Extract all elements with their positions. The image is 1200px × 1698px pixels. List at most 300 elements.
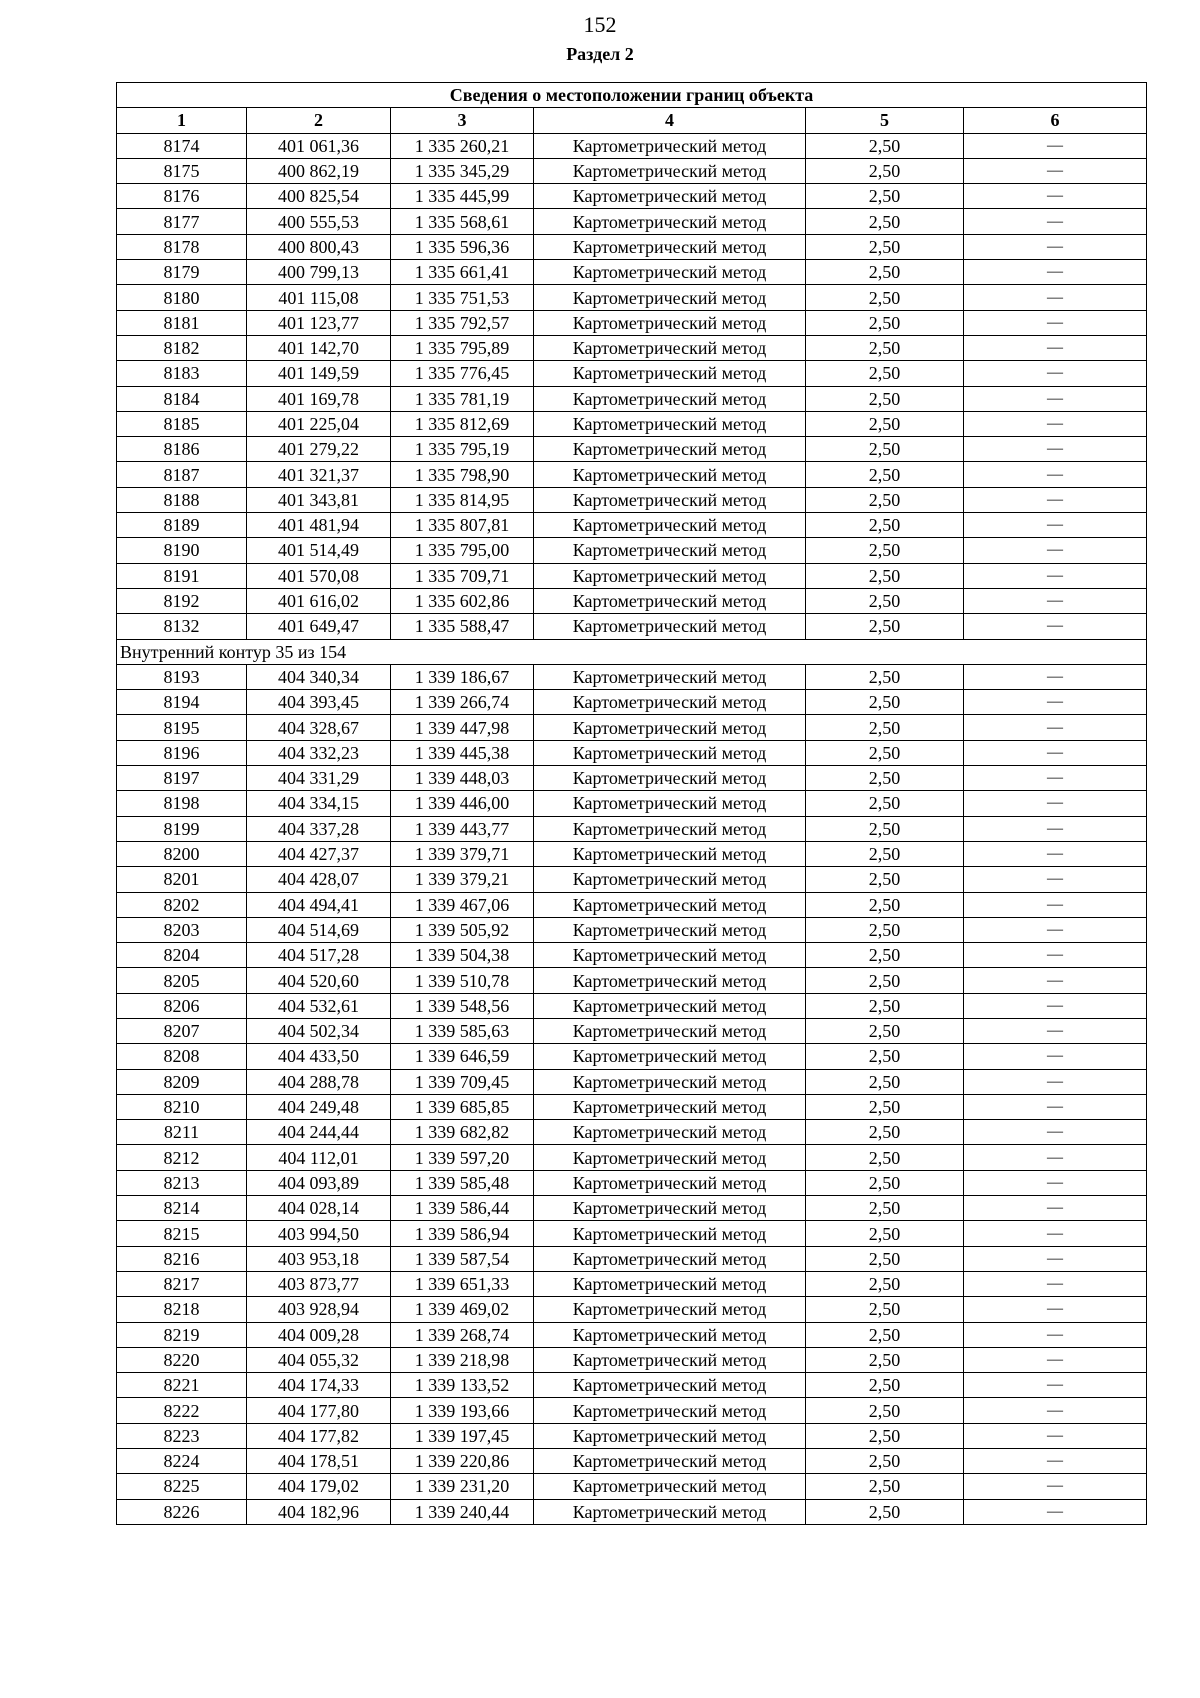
note-cell: — <box>964 462 1147 487</box>
coord-y-cell: 1 339 268,74 <box>391 1322 534 1347</box>
coord-y-cell: 1 335 814,95 <box>391 487 534 512</box>
table-row <box>117 614 1147 639</box>
point-number-cell: 8181 <box>117 310 247 335</box>
coord-x-cell: 404 249,48 <box>247 1094 391 1119</box>
method-cell: Картометрический метод <box>534 1094 806 1119</box>
note-cell: — <box>964 1398 1147 1423</box>
method-cell: Картометрический метод <box>534 260 806 285</box>
point-number-cell: 8177 <box>117 209 247 234</box>
coord-y-cell: 1 339 587,54 <box>391 1246 534 1271</box>
point-number-cell: 8225 <box>117 1474 247 1499</box>
coord-x-cell: 404 502,34 <box>247 1018 391 1043</box>
table-row <box>117 715 1147 740</box>
coord-x-cell: 401 570,08 <box>247 563 391 588</box>
point-number-cell: 8196 <box>117 740 247 765</box>
coord-y-cell: 1 339 443,77 <box>391 816 534 841</box>
coord-y-cell: 1 335 661,41 <box>391 260 534 285</box>
note-cell: — <box>964 1018 1147 1043</box>
note-cell: — <box>964 1271 1147 1296</box>
method-cell: Картометрический метод <box>534 487 806 512</box>
note-cell: — <box>964 1322 1147 1347</box>
table-row <box>117 335 1147 360</box>
coord-x-cell: 404 520,60 <box>247 968 391 993</box>
table-row <box>117 1246 1147 1271</box>
accuracy-cell: 2,50 <box>806 1221 964 1246</box>
method-cell: Картометрический метод <box>534 690 806 715</box>
table-row <box>117 411 1147 436</box>
accuracy-cell: 2,50 <box>806 1398 964 1423</box>
table-row <box>117 1499 1147 1524</box>
method-cell: Картометрический метод <box>534 1271 806 1296</box>
table-row <box>117 462 1147 487</box>
note-cell: — <box>964 993 1147 1018</box>
coord-y-cell: 1 339 218,98 <box>391 1347 534 1372</box>
method-cell: Картометрический метод <box>534 1246 806 1271</box>
method-cell: Картометрический метод <box>534 614 806 639</box>
coord-x-cell: 404 331,29 <box>247 766 391 791</box>
point-number-cell: 8179 <box>117 260 247 285</box>
note-cell: — <box>964 234 1147 259</box>
method-cell: Картометрический метод <box>534 361 806 386</box>
note-cell: — <box>964 209 1147 234</box>
method-cell: Картометрический метод <box>534 310 806 335</box>
note-cell: — <box>964 1474 1147 1499</box>
table-row <box>117 361 1147 386</box>
method-cell: Картометрический метод <box>534 1044 806 1069</box>
accuracy-cell: 2,50 <box>806 1018 964 1043</box>
coord-y-cell: 1 339 597,20 <box>391 1145 534 1170</box>
coord-y-cell: 1 335 798,90 <box>391 462 534 487</box>
accuracy-cell: 2,50 <box>806 690 964 715</box>
accuracy-cell: 2,50 <box>806 943 964 968</box>
note-cell: — <box>964 1347 1147 1372</box>
point-number-cell: 8220 <box>117 1347 247 1372</box>
note-cell: — <box>964 563 1147 588</box>
table-row <box>117 1044 1147 1069</box>
accuracy-cell: 2,50 <box>806 513 964 538</box>
table-row <box>117 1018 1147 1043</box>
method-cell: Картометрический метод <box>534 1347 806 1372</box>
note-cell: — <box>964 1196 1147 1221</box>
coord-y-cell: 1 339 379,71 <box>391 841 534 866</box>
method-cell: Картометрический метод <box>534 1474 806 1499</box>
note-cell: — <box>964 513 1147 538</box>
accuracy-cell: 2,50 <box>806 1499 964 1524</box>
column-header: 6 <box>964 108 1147 133</box>
point-number-cell: 8188 <box>117 487 247 512</box>
table-row <box>117 841 1147 866</box>
method-cell: Картометрический метод <box>534 563 806 588</box>
point-number-cell: 8226 <box>117 1499 247 1524</box>
table-row <box>117 943 1147 968</box>
method-cell: Картометрический метод <box>534 1069 806 1094</box>
note-cell: — <box>964 260 1147 285</box>
accuracy-cell: 2,50 <box>806 1170 964 1195</box>
coord-y-cell: 1 335 260,21 <box>391 133 534 158</box>
table-row <box>117 1221 1147 1246</box>
table-row <box>117 664 1147 689</box>
table-row <box>117 740 1147 765</box>
accuracy-cell: 2,50 <box>806 1347 964 1372</box>
coord-y-cell: 1 339 510,78 <box>391 968 534 993</box>
method-cell: Картометрический метод <box>534 437 806 462</box>
coord-x-cell: 400 555,53 <box>247 209 391 234</box>
coord-x-cell: 401 115,08 <box>247 285 391 310</box>
coord-y-cell: 1 335 795,89 <box>391 335 534 360</box>
coord-y-cell: 1 339 709,45 <box>391 1069 534 1094</box>
method-cell: Картометрический метод <box>534 766 806 791</box>
table-row <box>117 867 1147 892</box>
coord-x-cell: 404 328,67 <box>247 715 391 740</box>
coord-x-cell: 404 055,32 <box>247 1347 391 1372</box>
point-number-cell: 8219 <box>117 1322 247 1347</box>
coord-y-cell: 1 335 781,19 <box>391 386 534 411</box>
coord-y-cell: 1 339 505,92 <box>391 917 534 942</box>
accuracy-cell: 2,50 <box>806 158 964 183</box>
accuracy-cell: 2,50 <box>806 487 964 512</box>
coord-x-cell: 404 393,45 <box>247 690 391 715</box>
coord-x-cell: 404 028,14 <box>247 1196 391 1221</box>
method-cell: Картометрический метод <box>534 1145 806 1170</box>
accuracy-cell: 2,50 <box>806 1145 964 1170</box>
method-cell: Картометрический метод <box>534 386 806 411</box>
table-row <box>117 386 1147 411</box>
note-cell: — <box>964 715 1147 740</box>
accuracy-cell: 2,50 <box>806 1373 964 1398</box>
method-cell: Картометрический метод <box>534 335 806 360</box>
coord-x-cell: 404 182,96 <box>247 1499 391 1524</box>
note-cell: — <box>964 437 1147 462</box>
table-row <box>117 133 1147 158</box>
coord-x-cell: 400 799,13 <box>247 260 391 285</box>
coord-y-cell: 1 339 197,45 <box>391 1423 534 1448</box>
coord-x-cell: 404 288,78 <box>247 1069 391 1094</box>
table-row <box>117 487 1147 512</box>
method-cell: Картометрический метод <box>534 1120 806 1145</box>
coord-y-cell: 1 335 345,29 <box>391 158 534 183</box>
note-cell: — <box>964 791 1147 816</box>
table-row <box>117 1297 1147 1322</box>
table-row <box>117 1449 1147 1474</box>
coord-y-cell: 1 339 548,56 <box>391 993 534 1018</box>
table-row <box>117 993 1147 1018</box>
coord-y-cell: 1 335 751,53 <box>391 285 534 310</box>
note-cell: — <box>964 740 1147 765</box>
note-cell: — <box>964 1423 1147 1448</box>
point-number-cell: 8217 <box>117 1271 247 1296</box>
boundary-table <box>116 82 1147 1525</box>
accuracy-cell: 2,50 <box>806 234 964 259</box>
note-cell: — <box>964 1449 1147 1474</box>
note-cell: — <box>964 588 1147 613</box>
accuracy-cell: 2,50 <box>806 968 964 993</box>
table-row <box>117 260 1147 285</box>
note-cell: — <box>964 1297 1147 1322</box>
point-number-cell: 8203 <box>117 917 247 942</box>
point-number-cell: 8212 <box>117 1145 247 1170</box>
coord-y-cell: 1 339 586,94 <box>391 1221 534 1246</box>
coord-y-cell: 1 335 807,81 <box>391 513 534 538</box>
note-cell: — <box>964 614 1147 639</box>
note-cell: — <box>964 411 1147 436</box>
point-number-cell: 8200 <box>117 841 247 866</box>
coord-x-cell: 400 800,43 <box>247 234 391 259</box>
column-header: 4 <box>534 108 806 133</box>
coord-x-cell: 404 340,34 <box>247 664 391 689</box>
method-cell: Картометрический метод <box>534 816 806 841</box>
point-number-cell: 8174 <box>117 133 247 158</box>
accuracy-cell: 2,50 <box>806 1449 964 1474</box>
table-row <box>117 766 1147 791</box>
coord-x-cell: 401 123,77 <box>247 310 391 335</box>
accuracy-cell: 2,50 <box>806 816 964 841</box>
coord-x-cell: 404 427,37 <box>247 841 391 866</box>
note-cell: — <box>964 1373 1147 1398</box>
coord-x-cell: 404 009,28 <box>247 1322 391 1347</box>
note-cell: — <box>964 690 1147 715</box>
coord-y-cell: 1 335 602,86 <box>391 588 534 613</box>
note-cell: — <box>964 1246 1147 1271</box>
coord-x-cell: 401 649,47 <box>247 614 391 639</box>
point-number-cell: 8204 <box>117 943 247 968</box>
accuracy-cell: 2,50 <box>806 715 964 740</box>
point-number-cell: 8180 <box>117 285 247 310</box>
accuracy-cell: 2,50 <box>806 411 964 436</box>
accuracy-cell: 2,50 <box>806 563 964 588</box>
point-number-cell: 8205 <box>117 968 247 993</box>
method-cell: Картометрический метод <box>534 1196 806 1221</box>
coord-y-cell: 1 339 231,20 <box>391 1474 534 1499</box>
point-number-cell: 8206 <box>117 993 247 1018</box>
table-row <box>117 892 1147 917</box>
accuracy-cell: 2,50 <box>806 993 964 1018</box>
point-number-cell: 8223 <box>117 1423 247 1448</box>
coord-x-cell: 401 279,22 <box>247 437 391 462</box>
coord-x-cell: 403 953,18 <box>247 1246 391 1271</box>
accuracy-cell: 2,50 <box>806 1297 964 1322</box>
method-cell: Картометрический метод <box>534 1221 806 1246</box>
accuracy-cell: 2,50 <box>806 335 964 360</box>
coord-x-cell: 401 343,81 <box>247 487 391 512</box>
note-cell: — <box>964 1221 1147 1246</box>
note-cell: — <box>964 1044 1147 1069</box>
point-number-cell: 8191 <box>117 563 247 588</box>
point-number-cell: 8178 <box>117 234 247 259</box>
column-header: 3 <box>391 108 534 133</box>
method-cell: Картометрический метод <box>534 184 806 209</box>
contour-label: Внутренний контур 35 из 154 <box>117 639 1147 664</box>
coord-x-cell: 404 093,89 <box>247 1170 391 1195</box>
table-row <box>117 968 1147 993</box>
table-row <box>117 1423 1147 1448</box>
method-cell: Картометрический метод <box>534 715 806 740</box>
coord-y-cell: 1 339 682,82 <box>391 1120 534 1145</box>
coord-y-cell: 1 339 504,38 <box>391 943 534 968</box>
accuracy-cell: 2,50 <box>806 664 964 689</box>
section-title: Раздел 2 <box>566 44 634 64</box>
point-number-cell: 8210 <box>117 1094 247 1119</box>
method-cell: Картометрический метод <box>534 158 806 183</box>
note-cell: — <box>964 1120 1147 1145</box>
point-number-cell: 8214 <box>117 1196 247 1221</box>
point-number-cell: 8182 <box>117 335 247 360</box>
coord-x-cell: 404 244,44 <box>247 1120 391 1145</box>
note-cell: — <box>964 133 1147 158</box>
method-cell: Картометрический метод <box>534 1373 806 1398</box>
note-cell: — <box>964 841 1147 866</box>
method-cell: Картометрический метод <box>534 588 806 613</box>
coord-y-cell: 1 335 588,47 <box>391 614 534 639</box>
method-cell: Картометрический метод <box>534 538 806 563</box>
accuracy-cell: 2,50 <box>806 133 964 158</box>
point-number-cell: 8218 <box>117 1297 247 1322</box>
coord-y-cell: 1 339 193,66 <box>391 1398 534 1423</box>
coord-y-cell: 1 335 795,19 <box>391 437 534 462</box>
column-header: 5 <box>806 108 964 133</box>
column-header: 1 <box>117 108 247 133</box>
accuracy-cell: 2,50 <box>806 841 964 866</box>
note-cell: — <box>964 335 1147 360</box>
accuracy-cell: 2,50 <box>806 766 964 791</box>
table-row <box>117 1271 1147 1296</box>
table-row <box>117 184 1147 209</box>
table-row <box>117 1373 1147 1398</box>
coord-y-cell: 1 335 776,45 <box>391 361 534 386</box>
page-number: 152 <box>583 12 617 37</box>
coord-y-cell: 1 339 467,06 <box>391 892 534 917</box>
table-row <box>117 816 1147 841</box>
coord-y-cell: 1 339 469,02 <box>391 1297 534 1322</box>
note-cell: — <box>964 310 1147 335</box>
note-cell: — <box>964 1094 1147 1119</box>
accuracy-cell: 2,50 <box>806 260 964 285</box>
accuracy-cell: 2,50 <box>806 740 964 765</box>
point-number-cell: 8187 <box>117 462 247 487</box>
accuracy-cell: 2,50 <box>806 462 964 487</box>
coord-y-cell: 1 339 585,48 <box>391 1170 534 1195</box>
method-cell: Картометрический метод <box>534 1297 806 1322</box>
table-row <box>117 1170 1147 1195</box>
method-cell: Картометрический метод <box>534 1449 806 1474</box>
point-number-cell: 8221 <box>117 1373 247 1398</box>
coord-x-cell: 404 433,50 <box>247 1044 391 1069</box>
coord-x-cell: 404 332,23 <box>247 740 391 765</box>
method-cell: Картометрический метод <box>534 133 806 158</box>
coord-y-cell: 1 339 220,86 <box>391 1449 534 1474</box>
accuracy-cell: 2,50 <box>806 867 964 892</box>
method-cell: Картометрический метод <box>534 209 806 234</box>
accuracy-cell: 2,50 <box>806 386 964 411</box>
coord-x-cell: 401 225,04 <box>247 411 391 436</box>
coord-x-cell: 404 112,01 <box>247 1145 391 1170</box>
table-row <box>117 310 1147 335</box>
coord-y-cell: 1 339 186,67 <box>391 664 534 689</box>
coord-y-cell: 1 339 447,98 <box>391 715 534 740</box>
table-row <box>117 209 1147 234</box>
coord-y-cell: 1 335 709,71 <box>391 563 534 588</box>
note-cell: — <box>964 664 1147 689</box>
accuracy-cell: 2,50 <box>806 1271 964 1296</box>
table-row <box>117 1094 1147 1119</box>
contour-row <box>117 639 1147 664</box>
accuracy-cell: 2,50 <box>806 1196 964 1221</box>
point-number-cell: 8215 <box>117 1221 247 1246</box>
note-cell: — <box>964 968 1147 993</box>
column-header: 2 <box>247 108 391 133</box>
coord-y-cell: 1 339 133,52 <box>391 1373 534 1398</box>
column-header-row <box>117 108 1147 133</box>
method-cell: Картометрический метод <box>534 234 806 259</box>
coord-x-cell: 404 177,80 <box>247 1398 391 1423</box>
note-cell: — <box>964 917 1147 942</box>
coord-x-cell: 400 862,19 <box>247 158 391 183</box>
coord-x-cell: 404 514,69 <box>247 917 391 942</box>
point-number-cell: 8183 <box>117 361 247 386</box>
accuracy-cell: 2,50 <box>806 310 964 335</box>
accuracy-cell: 2,50 <box>806 184 964 209</box>
coord-x-cell: 403 873,77 <box>247 1271 391 1296</box>
point-number-cell: 8175 <box>117 158 247 183</box>
coord-y-cell: 1 335 596,36 <box>391 234 534 259</box>
note-cell: — <box>964 487 1147 512</box>
table-row <box>117 588 1147 613</box>
method-cell: Картометрический метод <box>534 917 806 942</box>
coord-y-cell: 1 339 646,59 <box>391 1044 534 1069</box>
method-cell: Картометрический метод <box>534 791 806 816</box>
note-cell: — <box>964 892 1147 917</box>
coord-y-cell: 1 339 379,21 <box>391 867 534 892</box>
coord-x-cell: 401 061,36 <box>247 133 391 158</box>
note-cell: — <box>964 1499 1147 1524</box>
point-number-cell: 8213 <box>117 1170 247 1195</box>
method-cell: Картометрический метод <box>534 664 806 689</box>
table-row <box>117 917 1147 942</box>
method-cell: Картометрический метод <box>534 993 806 1018</box>
point-number-cell: 8209 <box>117 1069 247 1094</box>
coord-y-cell: 1 339 240,44 <box>391 1499 534 1524</box>
method-cell: Картометрический метод <box>534 1499 806 1524</box>
method-cell: Картометрический метод <box>534 740 806 765</box>
point-number-cell: 8132 <box>117 614 247 639</box>
table-row <box>117 1145 1147 1170</box>
table-row <box>117 1069 1147 1094</box>
table-title-row <box>117 83 1147 108</box>
table-row <box>117 690 1147 715</box>
coord-x-cell: 401 514,49 <box>247 538 391 563</box>
accuracy-cell: 2,50 <box>806 1094 964 1119</box>
table-row <box>117 513 1147 538</box>
note-cell: — <box>964 943 1147 968</box>
table-row <box>117 791 1147 816</box>
method-cell: Картометрический метод <box>534 411 806 436</box>
method-cell: Картометрический метод <box>534 1322 806 1347</box>
coord-y-cell: 1 339 651,33 <box>391 1271 534 1296</box>
coord-x-cell: 404 517,28 <box>247 943 391 968</box>
table-row <box>117 158 1147 183</box>
coord-x-cell: 404 337,28 <box>247 816 391 841</box>
table-row <box>117 437 1147 462</box>
accuracy-cell: 2,50 <box>806 1474 964 1499</box>
note-cell: — <box>964 361 1147 386</box>
coord-x-cell: 404 179,02 <box>247 1474 391 1499</box>
method-cell: Картометрический метод <box>534 867 806 892</box>
point-number-cell: 8199 <box>117 816 247 841</box>
point-number-cell: 8194 <box>117 690 247 715</box>
note-cell: — <box>964 867 1147 892</box>
coord-x-cell: 403 928,94 <box>247 1297 391 1322</box>
point-number-cell: 8195 <box>117 715 247 740</box>
table-body <box>117 133 1147 1524</box>
